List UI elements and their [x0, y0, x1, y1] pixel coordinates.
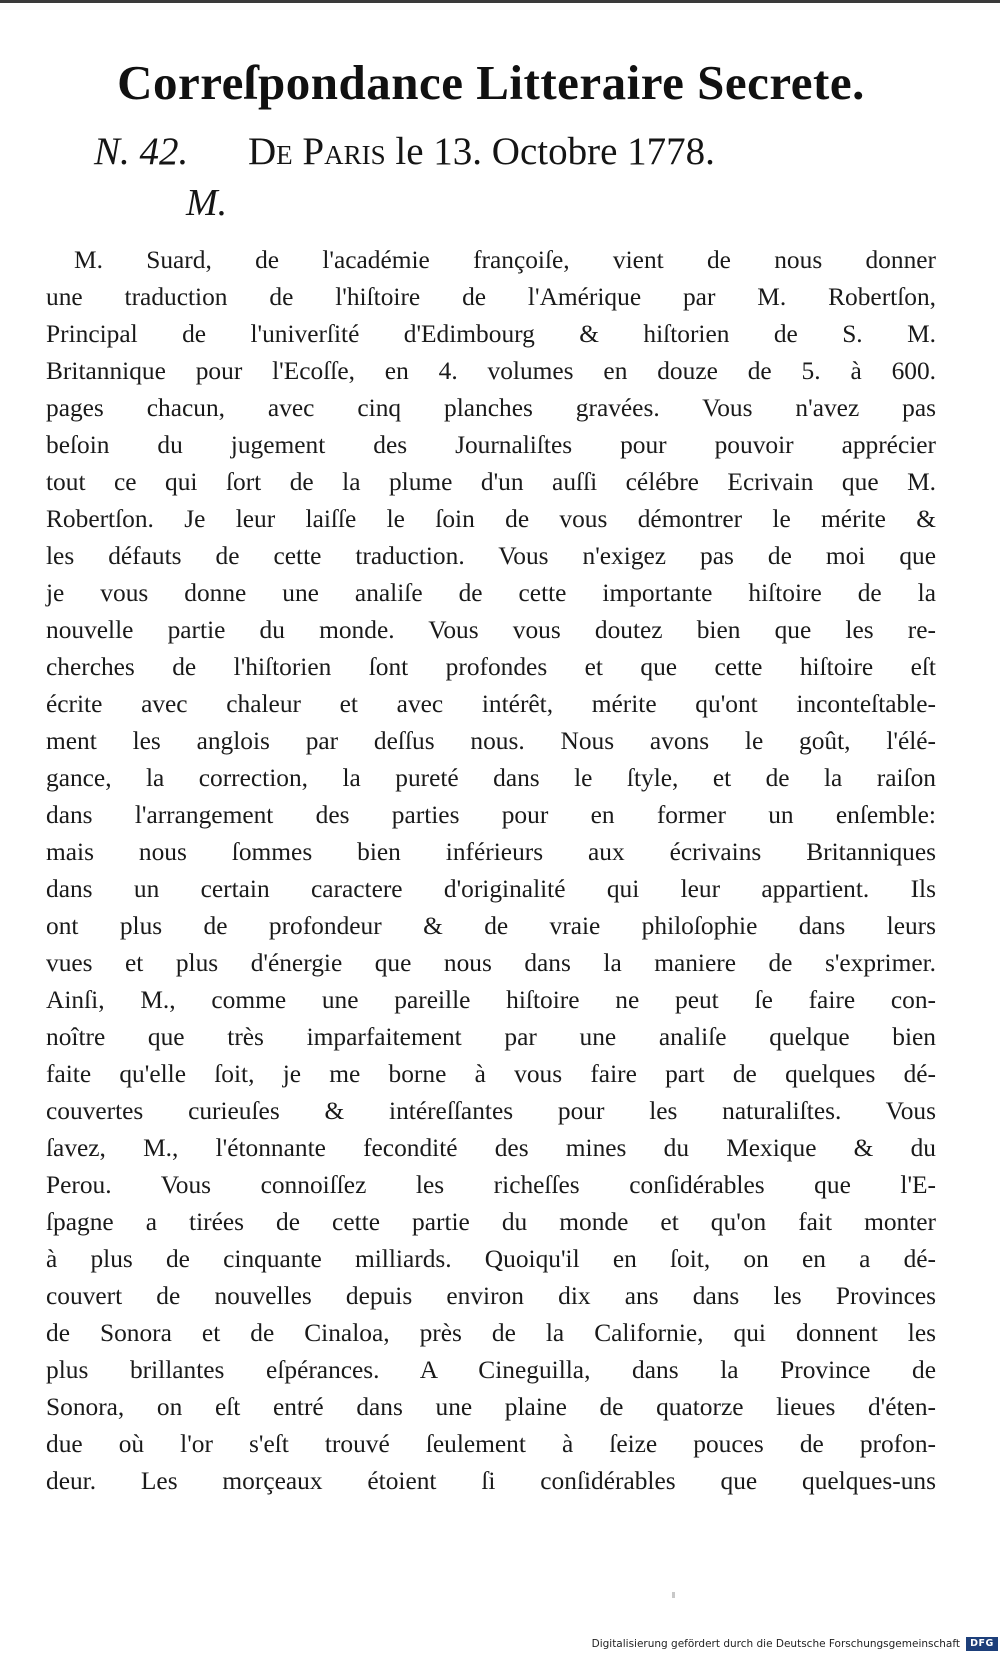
body-line: une traduction de l'hiſtoire de l'Amérique par M. Robertſon,: [46, 283, 936, 311]
body-line: pages chacun, avec cinq planches gravées. Vous n'avez pas: [46, 394, 936, 422]
body-line: de Sonora et de Cinaloa, près de la Californie, qui donnent les: [46, 1319, 936, 1347]
body-line: les défauts de cette traduction. Vous n'exigez pas de moi que: [46, 542, 936, 570]
body-line: mais nous ſommes bien inférieurs aux écrivains Britanniques: [46, 838, 936, 866]
body-line: M. Suard, de l'académie françoiſe, vient de nous donner: [74, 246, 936, 274]
funding-credit: Digitalisierung gefördert durch die Deutsche Forschungsgemeinschaft: [591, 1638, 960, 1650]
dfg-logo: DFG: [966, 1637, 998, 1651]
body-line: deur. Les morçeaux étoient ſi conſidérables que quelques-uns: [46, 1467, 936, 1495]
dateline-place: De Paris: [248, 130, 386, 173]
issue-number: N. 42.: [94, 130, 189, 173]
digitization-footer: [592, 1635, 998, 1653]
body-line: cherches de l'hiſtorien ſont profondes et que cette hiſtoire eſt: [46, 653, 936, 681]
body-line: Robertſon. Je leur laiſſe le ſoin de vous démontrer le mérite &: [46, 505, 936, 533]
body-line: dans l'arrangement des parties pour en former un enſemble:: [46, 801, 936, 829]
body-line: ſavez, M., l'étonnante fecondité des mines du Mexique & du: [46, 1134, 936, 1162]
dateline-date: le 13. Octobre 1778.: [395, 130, 715, 173]
body-line: couvert de nouvelles depuis environ dix ans dans les Provinces: [46, 1282, 936, 1310]
top-border-rule: [0, 0, 1000, 3]
body-line: Britannique pour l'Ecoſſe, en 4. volumes en douze de 5. à 600.: [46, 357, 936, 385]
body-line: nouvelle partie du monde. Vous vous doutez bien que les re-: [46, 616, 936, 644]
body-line: due où l'or s'eſt trouvé ſeulement à ſeize pouces de profon-: [46, 1430, 936, 1458]
body-line: Principal de l'univerſité d'Edimbourg & hiſtorien de S. M.: [46, 320, 936, 348]
body-line: faite qu'elle ſoit, je me borne à vous faire part de quelques dé-: [46, 1060, 936, 1088]
body-line: écrite avec chaleur et avec intérêt, mérite qu'ont inconteſtable-: [46, 690, 936, 718]
body-line: couvertes curieuſes & intéreſſantes pour les naturaliſtes. Vous: [46, 1097, 936, 1125]
body-line: noître que très imparfaitement par une analiſe quelque bien: [46, 1023, 936, 1051]
body-line: dans un certain caractere d'originalité qui leur appartient. Ils: [46, 875, 936, 903]
body-line: à plus de cinquante milliards. Quoiqu'il en ſoit, on en a dé-: [46, 1245, 936, 1273]
body-line: beſoin du jugement des Journaliſtes pour pouvoir apprécier: [46, 431, 936, 459]
body-line: ont plus de profondeur & de vraie philoſophie dans leurs: [46, 912, 936, 940]
body-line: tout ce qui ſort de la plume d'un auſſi célébre Ecrivain que M.: [46, 468, 936, 496]
body-line: vues et plus d'énergie que nous dans la maniere de s'exprimer.: [46, 949, 936, 977]
body-line: ſpagne a tirées de cette partie du monde et qu'on fait monter: [46, 1208, 936, 1236]
body-line: je vous donne une analiſe de cette importante hiſtoire de la: [46, 579, 936, 607]
document-title: Correſpondance Litteraire Secrete.: [117, 55, 865, 110]
page-mark: [672, 1592, 675, 1598]
body-line: Ainſi, M., comme une pareille hiſtoire ne peut ſe faire con-: [46, 986, 936, 1014]
dateline: [46, 128, 936, 176]
body-line: gance, la correction, la pureté dans le ſtyle, et de la raiſon: [46, 764, 936, 792]
document-page: [46, 52, 936, 1500]
body-line: ment les anglois par deſſus nous. Nous avons le goût, l'élé-: [46, 727, 936, 755]
body-line: plus brillantes eſpérances. A Cineguilla, dans la Province de: [46, 1356, 936, 1384]
salutation: M.: [186, 182, 228, 224]
body-text: [46, 242, 936, 1500]
body-line: Perou. Vous connoiſſez les richeſſes conſidérables que l'E-: [46, 1171, 936, 1199]
body-line: Sonora, on eſt entré dans une plaine de quatorze lieues d'éten-: [46, 1393, 936, 1421]
